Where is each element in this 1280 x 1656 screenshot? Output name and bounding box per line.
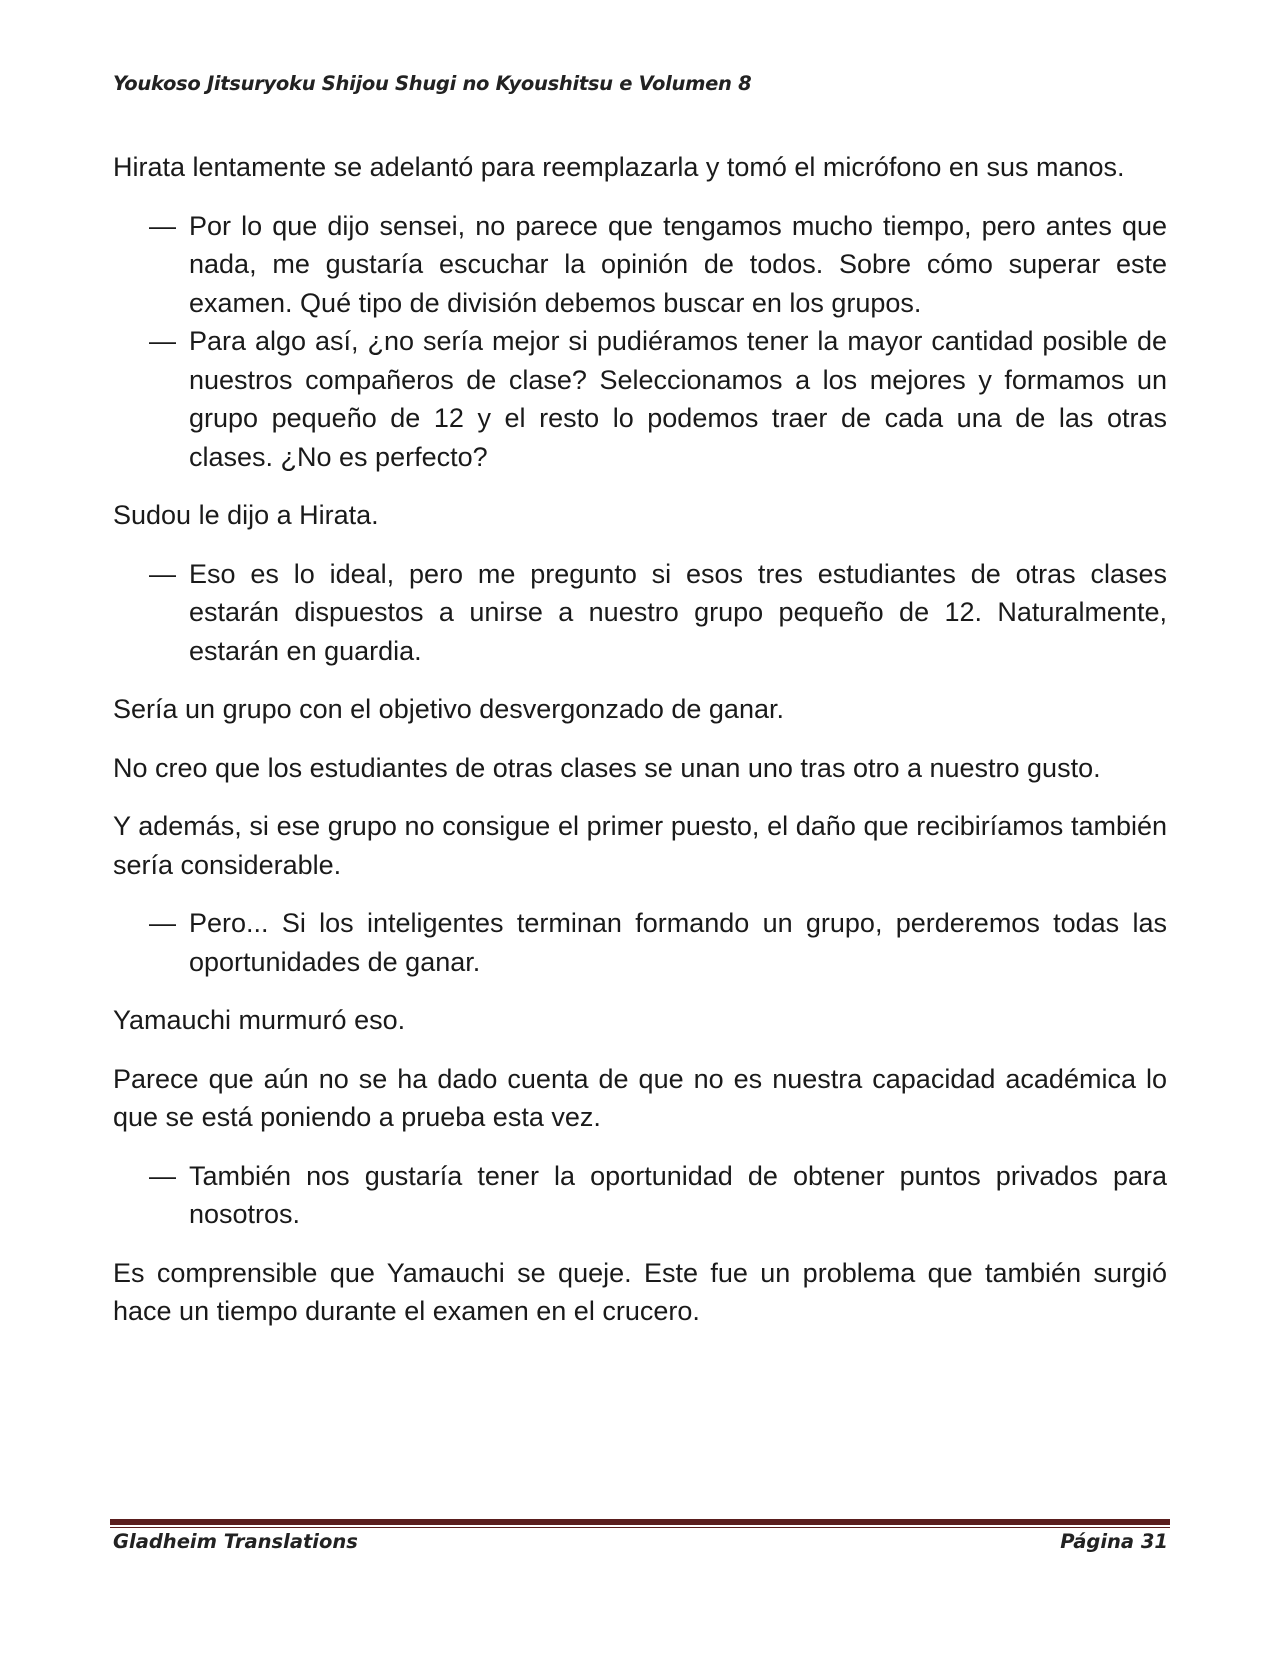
dialogue-line <box>113 555 1167 671</box>
dialogue-block <box>113 555 1167 671</box>
dialogue-line <box>113 1157 1167 1234</box>
paragraph: Es comprensible que Yamauchi se queje. Este fue un problema que también surgió hace un tiempo durante el examen en el crucero. <box>113 1257 1167 1326</box>
page-header-title: Youkoso Jitsuryoku Shijou Shugi no Kyoushitsu e Volumen 8 <box>113 72 752 95</box>
dialogue-line <box>113 904 1167 981</box>
dialogue-text: Para algo así, ¿no sería mejor si pudiéramos tener la mayor cantidad posible de nuestros compañeros de clase? Seleccionamos a los mejores y formamos un grupo pequeño de 12 y el resto lo podemos traer de cada una de las otras clases. ¿No es perfecto? <box>189 326 1167 472</box>
dialogue-dash: — <box>149 558 176 589</box>
paragraph: Y además, si ese grupo no consigue el primer puesto, el daño que recibiríamos también sería considerable. <box>113 811 1167 880</box>
paragraph: Hirata lentamente se adelantó para reemplazarla y tomó el micrófono en sus manos. <box>113 152 1125 182</box>
dialogue-dash: — <box>149 908 176 938</box>
paragraph: Yamauchi murmuró eso. <box>113 1005 406 1035</box>
dialogue-dash: — <box>149 1160 176 1191</box>
dialogue-text: Pero... Si los inteligentes terminan formando un grupo, perderemos todas las oportunidades de ganar. <box>189 908 1167 977</box>
dialogue-text: También nos gustaría tener la oportunidad de obtener puntos privados para nosotros. <box>189 1160 1167 1229</box>
paragraph: Sudou le dijo a Hirata. <box>113 500 379 530</box>
footer-rule-thin <box>110 1527 1170 1528</box>
footer-translator: Gladheim Translations <box>113 1530 358 1553</box>
dialogue-block <box>113 207 1167 477</box>
dialogue-text: Por lo que dijo sensei, no parece que tengamos mucho tiempo, pero antes que nada, me gustaría escuchar la opinión de todos. Sobre cómo superar este examen. Qué tipo de división debemos buscar en los grupos. <box>189 210 1167 318</box>
paragraph: Parece que aún no se ha dado cuenta de que no es nuestra capacidad académica lo que se está poniendo a prueba esta vez. <box>113 1063 1167 1132</box>
dialogue-block <box>113 904 1167 981</box>
dialogue-text: Eso es lo ideal, pero me pregunto si esos tres estudiantes de otras clases estarán dispuestos a unirse a nuestro grupo pequeño de 12. Naturalmente, estarán en guardia. <box>189 558 1167 666</box>
page-content <box>113 148 1167 1351</box>
dialogue-dash: — <box>149 326 176 356</box>
dialogue-block <box>113 1157 1167 1234</box>
dialogue-dash: — <box>149 210 176 241</box>
dialogue-line <box>113 207 1167 323</box>
footer-page-number: Página 31 <box>1060 1530 1168 1553</box>
paragraph: No creo que los estudiantes de otras clases se unan uno tras otro a nuestro gusto. <box>113 752 1101 783</box>
paragraph: Sería un grupo con el objetivo desvergonzado de ganar. <box>113 694 784 724</box>
dialogue-line <box>113 322 1167 476</box>
footer-rule <box>110 1519 1170 1525</box>
